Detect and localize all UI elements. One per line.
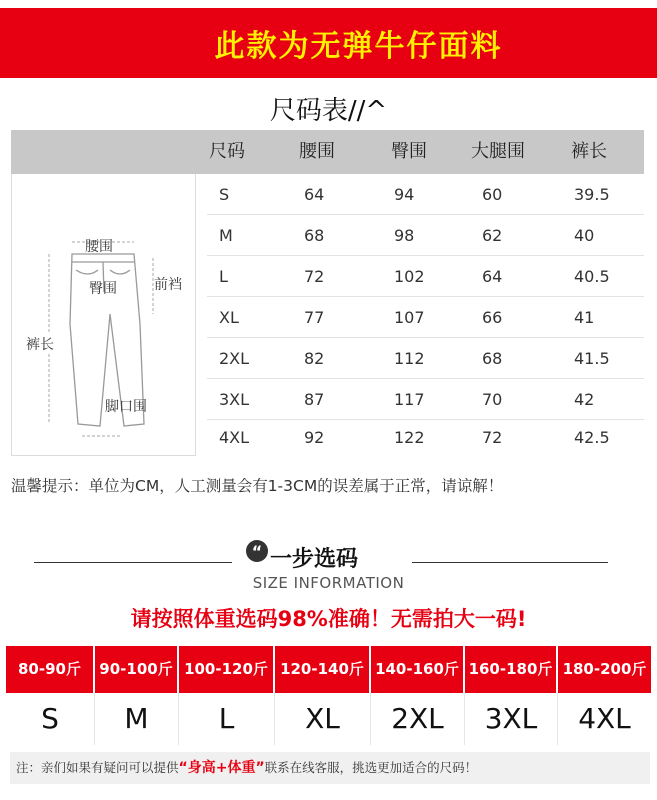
cell-size: M [219, 226, 233, 245]
label-leg-opening: 脚口围 [105, 399, 147, 415]
header-size: 尺码 [209, 141, 245, 162]
section-title: 一步选码 [270, 547, 359, 572]
size-cell: 3XL [464, 693, 557, 745]
cell-thigh: 66 [482, 308, 503, 327]
cell-hip: 122 [394, 428, 425, 447]
cell-size: XL [219, 308, 239, 327]
measurement-tip: 温馨提示：单位为CM，人工测量会有1-3CM的误差属于正常，请谅解！ [11, 477, 504, 495]
divider-left [34, 562, 232, 563]
weight-row [6, 646, 651, 693]
cell-waist: 68 [304, 226, 325, 245]
cell-waist: 87 [304, 390, 325, 409]
cell-waist: 64 [304, 185, 325, 204]
weight-cell: 90-100斤 [95, 646, 177, 693]
recommendation-text: 请按照体重选码98%准确！无需拍大一码! [130, 607, 527, 631]
cell-hip: 98 [394, 226, 415, 245]
cell-size: 3XL [219, 390, 250, 409]
customer-note [10, 752, 650, 784]
table-row [207, 297, 644, 338]
pants-diagram [11, 174, 196, 456]
top-banner [0, 8, 657, 78]
size-cell: XL [274, 693, 370, 745]
cell-length: 42 [574, 390, 595, 409]
weight-cell: 120-140斤 [275, 646, 369, 693]
weight-cell: 160-180斤 [465, 646, 556, 693]
section-header [0, 532, 657, 592]
cell-length: 41 [574, 308, 595, 327]
size-cell: L [178, 693, 274, 745]
header-waist: 腰围 [299, 141, 335, 162]
weight-cell: 180-200斤 [558, 646, 651, 693]
cell-waist: 77 [304, 308, 325, 327]
table-row [207, 338, 644, 379]
size-cell: 2XL [370, 693, 464, 745]
size-chart-title: 尺码表//^ [269, 96, 388, 126]
cell-thigh: 64 [482, 267, 503, 286]
cell-hip: 94 [394, 185, 415, 204]
table-row [207, 174, 644, 215]
cell-waist: 82 [304, 349, 325, 368]
divider-right [412, 562, 608, 563]
cell-thigh: 70 [482, 390, 503, 409]
cell-size: 4XL [219, 428, 250, 447]
cell-size: 2XL [219, 349, 250, 368]
label-hip: 臀围 [89, 281, 117, 297]
weight-cell: 140-160斤 [371, 646, 463, 693]
size-cell: S [41, 702, 59, 735]
label-front-rise: 前裆 [154, 277, 182, 293]
label-waist: 腰围 [85, 239, 113, 255]
table-row [207, 256, 644, 297]
cell-hip: 107 [394, 308, 425, 327]
cell-size: S [219, 185, 230, 204]
cell-thigh: 60 [482, 185, 503, 204]
cell-length: 41.5 [574, 349, 610, 368]
header-length: 裤长 [571, 141, 607, 162]
table-header [11, 130, 644, 174]
note-suffix: 联系在线客服，挑选更加适合的尺码！ [264, 760, 478, 775]
size-chart-table [11, 130, 644, 456]
cell-length: 40 [574, 226, 595, 245]
size-cell: 4XL [557, 693, 651, 745]
cell-hip: 117 [394, 390, 425, 409]
cell-thigh: 72 [482, 428, 503, 447]
header-thigh: 大腿围 [471, 141, 525, 162]
cell-waist: 72 [304, 267, 325, 286]
section-subtitle: SIZE INFORMATION [252, 574, 405, 592]
table-row [207, 417, 644, 458]
cell-thigh: 68 [482, 349, 503, 368]
cell-length: 42.5 [574, 428, 610, 447]
cell-hip: 112 [394, 349, 425, 368]
cell-length: 39.5 [574, 185, 610, 204]
cell-hip: 102 [394, 267, 425, 286]
quote-icon: “ [246, 540, 268, 562]
cell-size: L [219, 267, 228, 286]
weight-cell: 100-120斤 [179, 646, 273, 693]
label-length: 裤长 [26, 334, 54, 354]
weight-cell: 80-90斤 [6, 646, 93, 693]
cell-thigh: 62 [482, 226, 503, 245]
note-highlight: “身高+体重” [178, 760, 265, 776]
banner-text: 此款为无弹牛仔面料 [214, 29, 503, 64]
cell-length: 40.5 [574, 267, 610, 286]
table-row [207, 215, 644, 256]
size-row [6, 693, 651, 745]
note-prefix: 注：亲们如果有疑问可以提供 [16, 760, 179, 775]
cell-waist: 92 [304, 428, 325, 447]
header-hip: 臀围 [391, 141, 427, 162]
size-cell: M [94, 693, 178, 745]
table-row [207, 379, 644, 420]
